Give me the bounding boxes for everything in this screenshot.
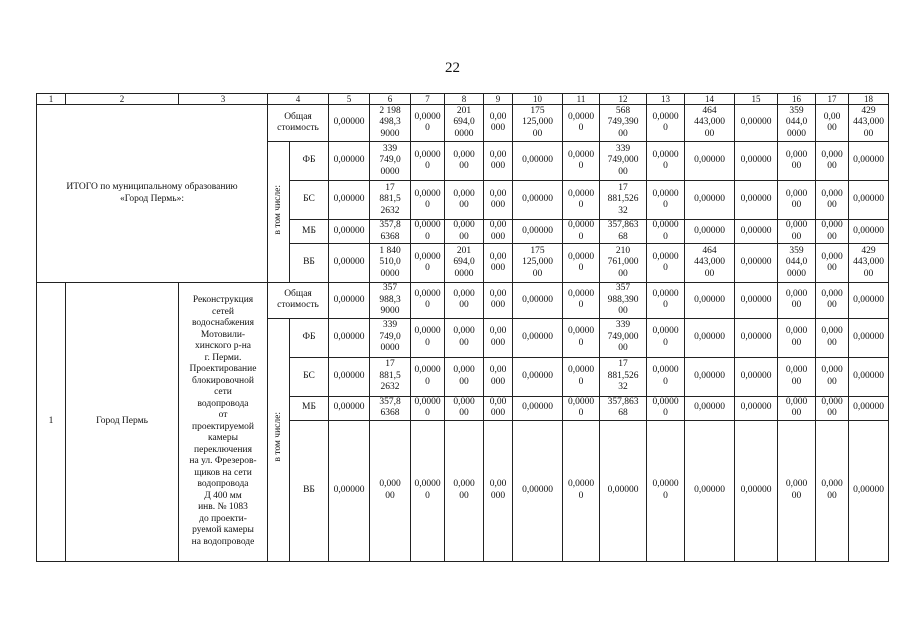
row-label: ФБ [290,142,329,181]
value-cell: 0,0000 0 [563,396,600,420]
value-cell: 0,00000 [849,420,889,561]
value-cell: 0,0000 0 [411,318,445,357]
value-cell: 210 761,000 00 [600,244,647,283]
value-cell: 0,00000 [513,283,563,319]
value-cell: 0,00000 [329,244,370,283]
value-cell: 0,00000 [735,244,778,283]
header-cell: 3 [179,94,268,105]
value-cell: 0,00000 [735,105,778,142]
value-cell: 0,00 000 [484,396,513,420]
header-cell: 10 [513,94,563,105]
value-cell: 0,00000 [735,181,778,220]
value-cell: 464 443,000 00 [685,105,735,142]
incl-label [268,318,290,561]
value-cell: 0,0000 0 [411,220,445,244]
value-cell: 0,000 00 [816,220,849,244]
row-label: БС [290,357,329,396]
value-cell: 0,00 000 [484,142,513,181]
header-cell: 13 [647,94,685,105]
value-cell: 0,000 00 [816,318,849,357]
header-cell: 15 [735,94,778,105]
value-cell: 0,00 000 [484,105,513,142]
value-cell: 0,00000 [329,220,370,244]
value-cell: 0,00000 [329,396,370,420]
header-cell: 16 [778,94,816,105]
value-cell: 0,00000 [685,420,735,561]
value-cell: 0,000 00 [816,357,849,396]
incl-label [268,142,290,283]
value-cell: 0,00 000 [484,181,513,220]
value-cell: 357 988,3 9000 [370,283,411,319]
value-cell: 0,00000 [849,357,889,396]
item-description: Реконструкция сетей водоснабжения Мотовили- хинского р-на г. Перми. Проектирование блокировочной сети водопровода от проектируемой камеры переключения на ул. Фрезеров- щиков на сети водопровода Д 400 мм инв. № 1083 до проекти- руемой камеры на водопроводе [179,283,268,562]
value-cell: 0,000 00 [370,420,411,561]
item-row [37,283,889,319]
value-cell: 0,0000 0 [411,396,445,420]
value-cell: 17 881,5 2632 [370,357,411,396]
value-cell: 17 881,526 32 [600,357,647,396]
value-cell: 0,00000 [735,357,778,396]
value-cell: 0,000 00 [816,283,849,319]
value-cell: 0,00000 [685,357,735,396]
value-cell: 0,0000 0 [563,181,600,220]
value-cell: 0,000 00 [778,318,816,357]
value-cell: 464 443,000 00 [685,244,735,283]
value-cell: 17 881,5 2632 [370,181,411,220]
value-cell: 339 749,000 00 [600,142,647,181]
value-cell: 339 749,000 00 [600,318,647,357]
value-cell: 0,0000 0 [647,396,685,420]
value-cell: 0,00000 [513,396,563,420]
value-cell: 0,0000 0 [411,283,445,319]
value-cell: 0,0000 0 [647,357,685,396]
page-number: 22 [445,60,460,76]
row-label: БС [290,181,329,220]
value-cell: 0,00000 [849,396,889,420]
header-cell: 6 [370,94,411,105]
value-cell: 2 198 498,3 9000 [370,105,411,142]
value-cell: 0,0000 0 [411,142,445,181]
value-cell: 0,0000 0 [563,357,600,396]
value-cell: 0,0000 0 [411,181,445,220]
total-label: ИТОГО по муниципальному образованию «Город Пермь»: [37,105,268,283]
value-cell: 0,0000 0 [411,420,445,561]
row-label: МБ [290,220,329,244]
header-cell: 5 [329,94,370,105]
value-cell: 0,0000 0 [411,357,445,396]
value-cell: 0,00000 [849,181,889,220]
value-cell: 0,00000 [513,357,563,396]
value-cell: 0,000 00 [445,420,484,561]
value-cell: 0,00000 [513,220,563,244]
value-cell: 0,000 00 [778,357,816,396]
value-cell: 357,863 68 [600,396,647,420]
value-cell: 0,00000 [849,142,889,181]
value-cell: 0,00000 [685,318,735,357]
value-cell: 0,0000 0 [563,420,600,561]
value-cell: 0,00000 [685,181,735,220]
row-label: ВБ [290,244,329,283]
value-cell: 0,00 000 [484,318,513,357]
value-cell: 0,00000 [513,420,563,561]
value-cell: 0,00000 [685,396,735,420]
value-cell: 0,00000 [513,142,563,181]
value-cell: 0,0000 0 [563,220,600,244]
header-cell: 2 [66,94,179,105]
value-cell: 429 443,000 00 [849,244,889,283]
value-cell: 339 749,0 0000 [370,142,411,181]
row-label: ФБ [290,318,329,357]
header-cell: 14 [685,94,735,105]
value-cell: 0,0000 0 [411,105,445,142]
value-cell: 0,000 00 [445,220,484,244]
value-cell: 0,00000 [329,105,370,142]
value-cell: 0,000 00 [816,181,849,220]
value-cell: 201 694,0 0000 [445,105,484,142]
value-cell: 0,00000 [685,283,735,319]
value-cell: 0,0000 0 [647,244,685,283]
value-cell: 0,00000 [513,181,563,220]
value-cell: 0,00000 [329,142,370,181]
value-cell: 0,00000 [849,220,889,244]
value-cell: 0,000 00 [816,420,849,561]
value-cell: 0,000 00 [778,396,816,420]
value-cell: 357,8 6368 [370,220,411,244]
value-cell: 0,00000 [735,420,778,561]
value-cell: 0,00000 [685,220,735,244]
item-number: 1 [37,283,66,562]
header-cell: 17 [816,94,849,105]
row-label: Общая стоимость [268,105,329,142]
value-cell: 0,00000 [685,142,735,181]
value-cell: 0,000 00 [445,181,484,220]
row-label: МБ [290,396,329,420]
value-cell: 0,00000 [735,142,778,181]
value-cell: 0,000 00 [778,181,816,220]
value-cell: 0,00000 [329,420,370,561]
value-cell: 0,00000 [513,318,563,357]
value-cell: 0,00000 [600,420,647,561]
value-cell: 201 694,0 0000 [445,244,484,283]
value-cell: 0,00000 [849,283,889,319]
incl-label-text: в том числе: [272,184,283,235]
header-cell: 9 [484,94,513,105]
value-cell: 0,0000 0 [411,244,445,283]
header-cell: 1 [37,94,66,105]
value-cell: 0,0000 0 [647,181,685,220]
value-cell: 0,000 00 [778,283,816,319]
value-cell: 0,00000 [329,357,370,396]
value-cell: 0,00000 [735,283,778,319]
header-cell: 18 [849,94,889,105]
value-cell: 0,00 00 [816,105,849,142]
value-cell: 0,0000 0 [647,105,685,142]
value-cell: 0,000 00 [445,283,484,319]
header-cell: 12 [600,94,647,105]
value-cell: 0,000 00 [816,244,849,283]
value-cell: 0,0000 0 [647,283,685,319]
value-cell: 0,0000 0 [563,283,600,319]
value-cell: 568 749,390 00 [600,105,647,142]
value-cell: 0,00000 [329,283,370,319]
value-cell: 0,0000 0 [563,318,600,357]
value-cell: 359 044,0 0000 [778,105,816,142]
value-cell: 0,0000 0 [563,142,600,181]
value-cell: 0,00000 [735,220,778,244]
item-place: Город Пермь [66,283,179,562]
header-cell: 8 [445,94,484,105]
value-cell: 0,0000 0 [647,318,685,357]
value-cell: 0,00 000 [484,244,513,283]
value-cell: 0,0000 0 [647,142,685,181]
value-cell: 357,8 6368 [370,396,411,420]
value-cell: 0,000 00 [778,220,816,244]
value-cell: 0,0000 0 [647,420,685,561]
budget-table [36,93,889,562]
value-cell: 17 881,526 32 [600,181,647,220]
value-cell: 0,000 00 [445,142,484,181]
value-cell: 175 125,000 00 [513,244,563,283]
value-cell: 359 044,0 0000 [778,244,816,283]
value-cell: 0,00000 [735,318,778,357]
header-cell: 7 [411,94,445,105]
value-cell: 357,863 68 [600,220,647,244]
value-cell: 0,000 00 [445,318,484,357]
value-cell: 0,00000 [329,318,370,357]
value-cell: 429 443,000 00 [849,105,889,142]
value-cell: 0,00000 [849,318,889,357]
value-cell: 0,00 000 [484,220,513,244]
value-cell: 0,000 00 [778,142,816,181]
row-label: ВБ [290,420,329,561]
row-label: Общая стоимость [268,283,329,319]
value-cell: 339 749,0 0000 [370,318,411,357]
value-cell: 0,0000 0 [647,220,685,244]
value-cell: 0,000 00 [445,357,484,396]
header-cell: 11 [563,94,600,105]
value-cell: 0,00 000 [484,357,513,396]
value-cell: 0,0000 0 [563,105,600,142]
value-cell: 175 125,000 00 [513,105,563,142]
total-row [37,105,889,142]
value-cell: 0,000 00 [445,396,484,420]
value-cell: 1 840 510,0 0000 [370,244,411,283]
header-cell: 4 [268,94,329,105]
value-cell: 0,000 00 [816,142,849,181]
value-cell: 0,000 00 [816,396,849,420]
incl-label-text: в том числе: [272,412,283,463]
value-cell: 0,000 00 [778,420,816,561]
value-cell: 0,0000 0 [563,244,600,283]
value-cell: 0,00 000 [484,420,513,561]
value-cell: 0,00 000 [484,283,513,319]
value-cell: 0,00000 [735,396,778,420]
value-cell: 0,00000 [329,181,370,220]
value-cell: 357 988,390 00 [600,283,647,319]
